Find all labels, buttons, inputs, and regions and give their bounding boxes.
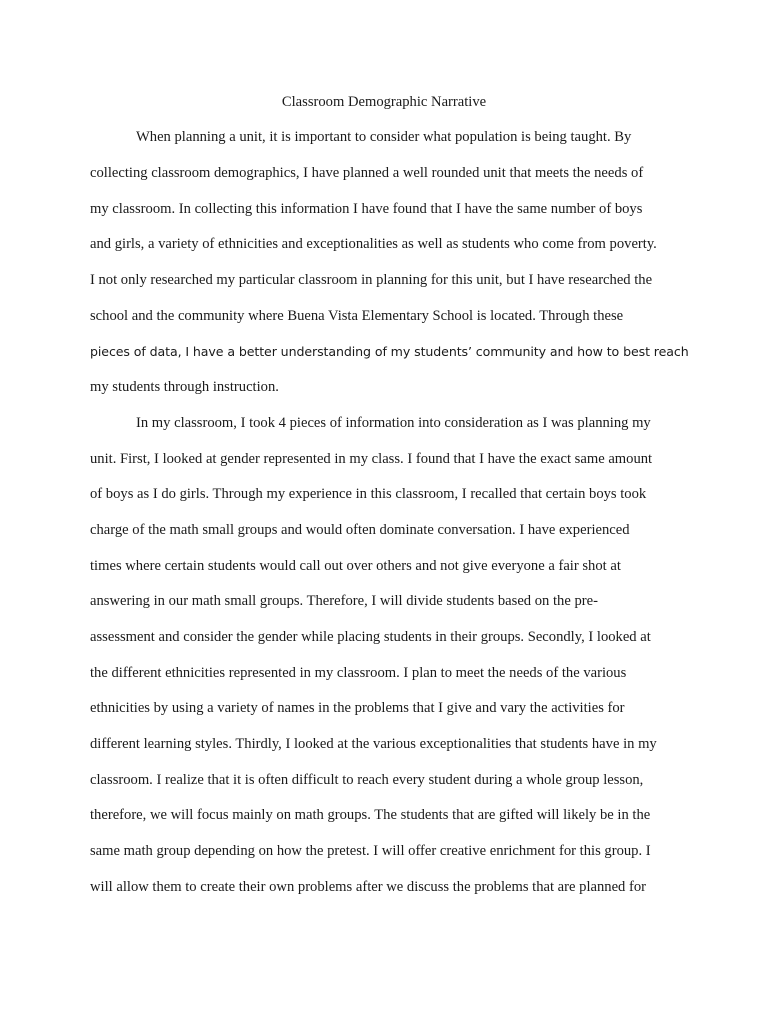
paragraph-2-line-14: will allow them to create their own problems after we discuss the problems that are planned for [90,879,647,895]
paragraph-2-line-4: charge of the math small groups and would often dominate conversation. I have experienced [90,522,630,538]
paragraph-2-line-12: therefore, we will focus mainly on math groups. The students that are gifted will likely be in the [90,807,651,823]
paragraph-2-line-5: times where certain students would call out over others and not give everyone a fair shot at [90,558,621,574]
paragraph-1-line-8: my students through instruction. [90,379,279,395]
paragraph-1-line-2: collecting classroom demographics, I have planned a well rounded unit that meets the needs of [90,165,644,181]
paragraph-1-line-1: When planning a unit, it is important to consider what population is being taught. By [136,129,632,145]
paragraph-1-line-6: school and the community where Buena Vista Elementary School is located. Through these [90,308,624,324]
paragraph-2-line-13: same math group depending on how the pretest. I will offer creative enrichment for this group. I [90,843,651,859]
paragraph-2-line-1: In my classroom, I took 4 pieces of information into consideration as I was planning my [136,415,651,431]
paragraph-1-line-4: and girls, a variety of ethnicities and exceptionalities as well as students who come from poverty. [90,236,657,252]
document-title: Classroom Demographic Narrative [281,94,487,110]
paragraph-2-line-3: of boys as I do girls. Through my experience in this classroom, I recalled that certain boys took [90,486,647,502]
paragraph-2-line-10: different learning styles. Thirdly, I looked at the various exceptionalities that students have in my [90,736,657,752]
paragraph-2-line-7: assessment and consider the gender while placing students in their groups. Secondly, I looked at [90,629,651,645]
paragraph-1-line-5: I not only researched my particular classroom in planning for this unit, but I have researched the [90,272,653,288]
paragraph-1-line-3: my classroom. In collecting this information I have found that I have the same number of boys [90,201,643,217]
paragraph-2-line-11: classroom. I realize that it is often difficult to reach every student during a whole group lesson, [90,772,644,788]
paragraph-2-line-2: unit. First, I looked at gender represented in my class. I found that I have the exact same amount [90,451,653,467]
paragraph-2-line-9: ethnicities by using a variety of names in the problems that I give and vary the activities for [90,700,625,716]
paragraph-2-line-8: the different ethnicities represented in my classroom. I plan to meet the needs of the various [90,665,627,681]
paragraph-2-line-6: answering in our math small groups. Therefore, I will divide students based on the pre- [90,593,598,609]
paragraph-1-line-7: pieces of data, I have a better understanding of my students’ community and how to best reach [90,344,689,359]
